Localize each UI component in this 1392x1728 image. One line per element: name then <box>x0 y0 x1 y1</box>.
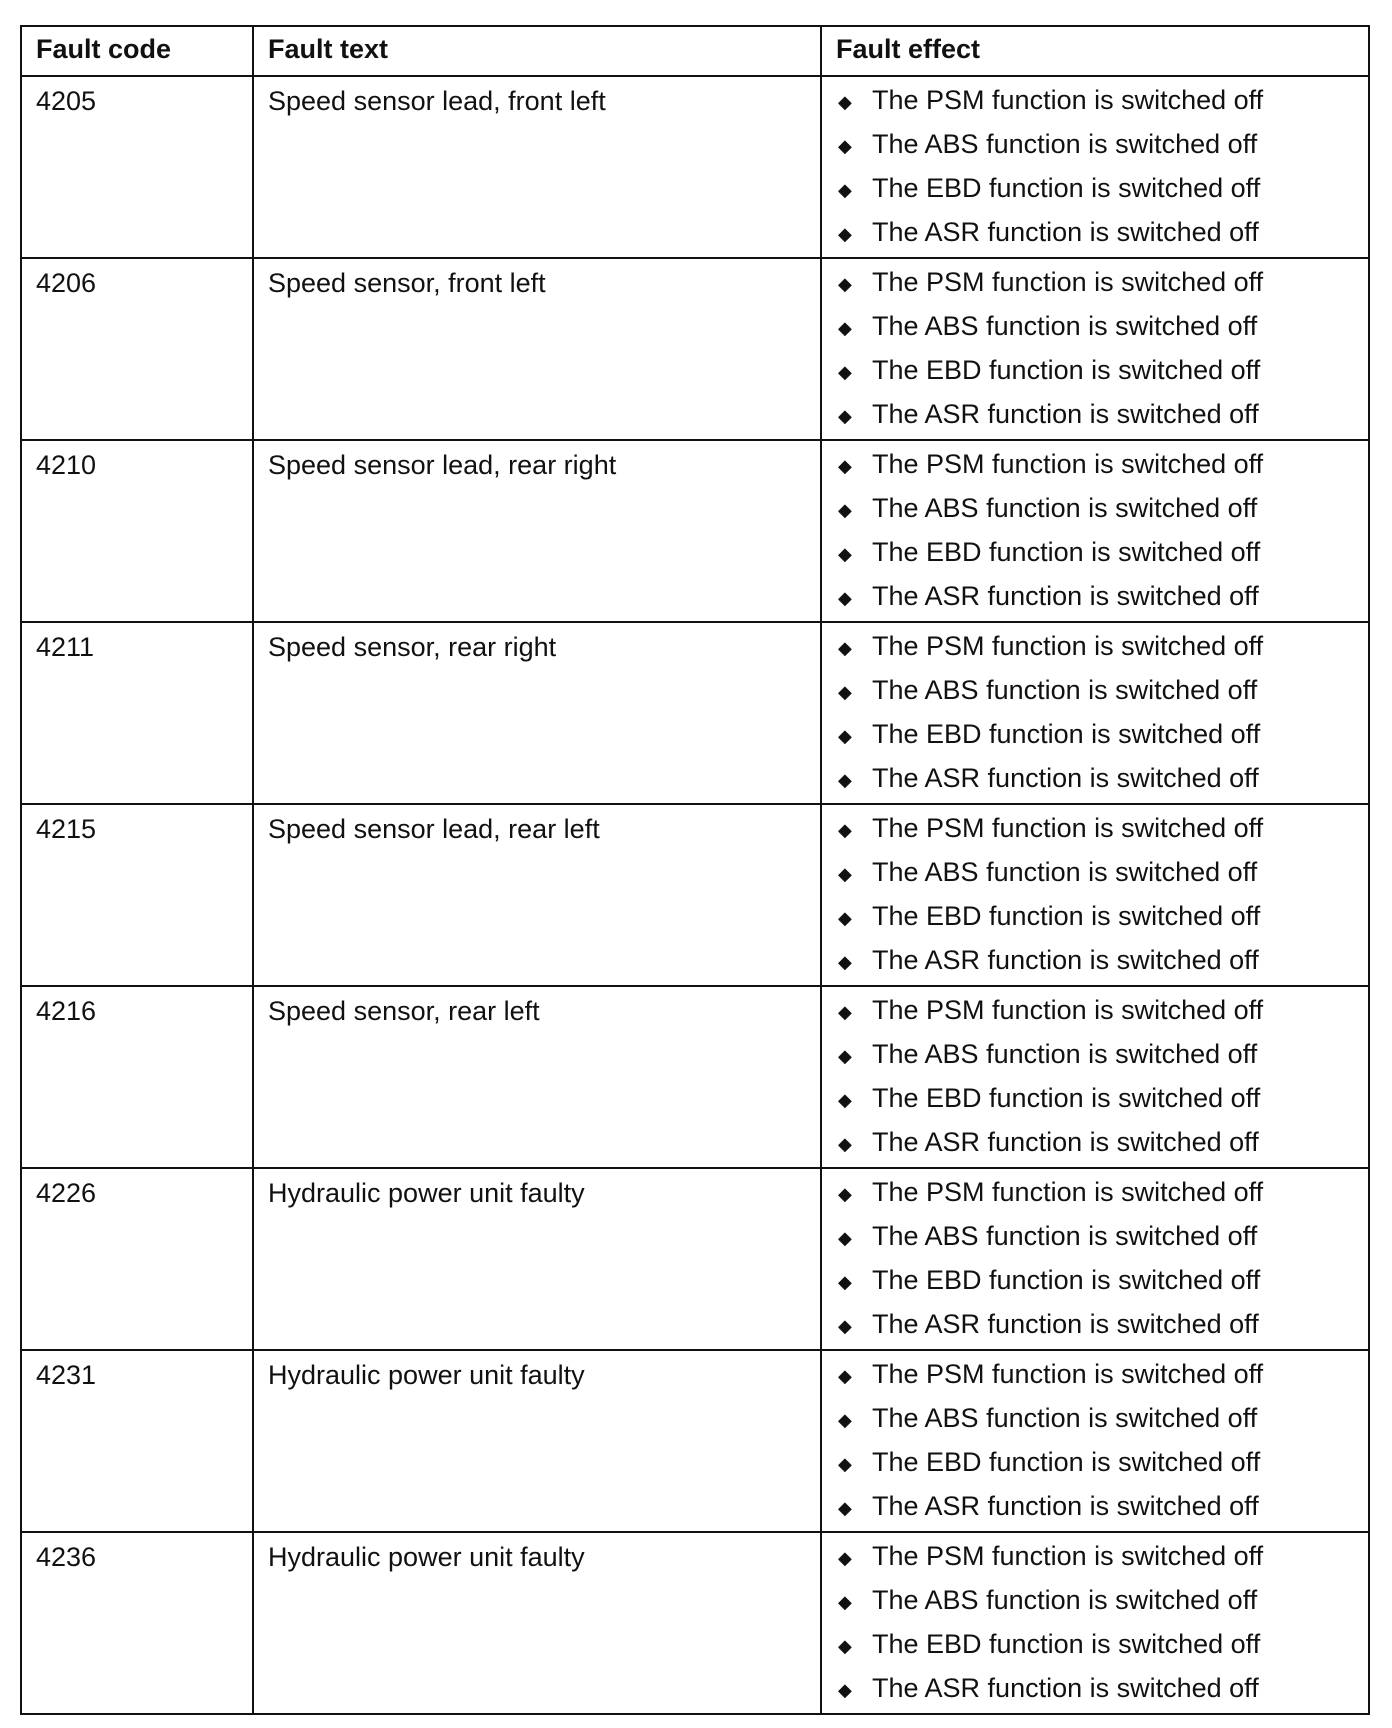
fault-code-cell: 4206 <box>21 258 253 440</box>
fault-effect-item <box>836 1177 1356 1221</box>
fault-effect-item <box>836 449 1356 493</box>
table-row <box>21 1350 1369 1532</box>
fault-effect-list <box>836 813 1356 981</box>
diamond-bullet-icon: ◆ <box>838 500 852 520</box>
diamond-bullet-icon: ◆ <box>838 544 852 564</box>
fault-effect-item <box>836 581 1356 617</box>
fault-effect-item <box>836 945 1356 981</box>
fault-effect-text: The PSM function is switched off <box>872 267 1264 297</box>
fault-effect-list <box>836 85 1356 253</box>
fault-effect-text: The ASR function is switched off <box>872 217 1259 247</box>
fault-effect-item <box>836 1359 1356 1403</box>
fault-effect-text: The PSM function is switched off <box>872 1359 1264 1389</box>
fault-effect-item <box>836 217 1356 253</box>
fault-effect-text: The ABS function is switched off <box>872 675 1258 705</box>
fault-effect-item <box>836 1265 1356 1309</box>
fault-effect-text: The ABS function is switched off <box>872 1039 1258 1069</box>
fault-effect-item <box>836 1309 1356 1345</box>
diamond-bullet-icon: ◆ <box>838 1184 852 1204</box>
diamond-bullet-icon: ◆ <box>838 180 852 200</box>
diamond-bullet-icon: ◆ <box>838 1548 852 1568</box>
header-fault-code: Fault code <box>21 26 253 76</box>
table-row <box>21 804 1369 986</box>
fault-code-cell: 4226 <box>21 1168 253 1350</box>
table-header-row <box>21 26 1369 76</box>
fault-text-cell: Hydraulic power unit faulty <box>253 1168 821 1350</box>
fault-effect-text: The ABS function is switched off <box>872 1585 1258 1615</box>
fault-effect-list <box>836 1359 1356 1527</box>
fault-text-cell: Hydraulic power unit faulty <box>253 1350 821 1532</box>
fault-effect-text: The PSM function is switched off <box>872 1177 1264 1207</box>
fault-text-cell: Speed sensor, rear left <box>253 986 821 1168</box>
diamond-bullet-icon: ◆ <box>838 864 852 884</box>
fault-effect-item <box>836 129 1356 173</box>
fault-effect-item <box>836 267 1356 311</box>
table-row <box>21 76 1369 258</box>
fault-effect-list <box>836 1541 1356 1709</box>
diamond-bullet-icon: ◆ <box>838 682 852 702</box>
fault-effect-text: The EBD function is switched off <box>872 901 1261 931</box>
diamond-bullet-icon: ◆ <box>838 224 852 244</box>
diamond-bullet-icon: ◆ <box>838 1498 852 1518</box>
fault-effect-cell <box>821 622 1369 804</box>
diamond-bullet-icon: ◆ <box>838 1272 852 1292</box>
fault-effect-text: The ABS function is switched off <box>872 311 1258 341</box>
fault-effect-text: The ASR function is switched off <box>872 1127 1259 1157</box>
diamond-bullet-icon: ◆ <box>838 1002 852 1022</box>
fault-effect-text: The PSM function is switched off <box>872 449 1264 479</box>
fault-code-cell: 4236 <box>21 1532 253 1714</box>
fault-effect-item <box>836 675 1356 719</box>
fault-effect-text: The ASR function is switched off <box>872 945 1259 975</box>
diamond-bullet-icon: ◆ <box>838 588 852 608</box>
diamond-bullet-icon: ◆ <box>838 638 852 658</box>
fault-effect-cell <box>821 1350 1369 1532</box>
fault-effect-item <box>836 1629 1356 1673</box>
diamond-bullet-icon: ◆ <box>838 908 852 928</box>
fault-effect-text: The EBD function is switched off <box>872 719 1261 749</box>
fault-effect-text: The ASR function is switched off <box>872 763 1259 793</box>
fault-effect-text: The ASR function is switched off <box>872 1491 1259 1521</box>
fault-code-cell: 4215 <box>21 804 253 986</box>
fault-effect-item <box>836 631 1356 675</box>
fault-effect-text: The ASR function is switched off <box>872 581 1259 611</box>
fault-effect-text: The ABS function is switched off <box>872 1403 1258 1433</box>
diamond-bullet-icon: ◆ <box>838 1046 852 1066</box>
fault-effect-text: The EBD function is switched off <box>872 1083 1261 1113</box>
header-fault-effect: Fault effect <box>821 26 1369 76</box>
fault-effect-item <box>836 901 1356 945</box>
fault-effect-list <box>836 631 1356 799</box>
header-fault-text: Fault text <box>253 26 821 76</box>
fault-effect-text: The EBD function is switched off <box>872 1629 1261 1659</box>
fault-effect-text: The EBD function is switched off <box>872 173 1261 203</box>
fault-text-cell: Speed sensor lead, rear right <box>253 440 821 622</box>
fault-text-cell: Speed sensor, front left <box>253 258 821 440</box>
fault-effect-item <box>836 763 1356 799</box>
fault-effect-item <box>836 1127 1356 1163</box>
table-row <box>21 622 1369 804</box>
fault-text-cell: Speed sensor lead, rear left <box>253 804 821 986</box>
fault-effect-cell <box>821 1532 1369 1714</box>
fault-effect-text: The EBD function is switched off <box>872 1265 1261 1295</box>
table-row <box>21 1168 1369 1350</box>
diamond-bullet-icon: ◆ <box>838 1134 852 1154</box>
fault-text-cell: Speed sensor lead, front left <box>253 76 821 258</box>
fault-effect-text: The ASR function is switched off <box>872 399 1259 429</box>
diamond-bullet-icon: ◆ <box>838 1366 852 1386</box>
diamond-bullet-icon: ◆ <box>838 726 852 746</box>
diamond-bullet-icon: ◆ <box>838 456 852 476</box>
fault-effect-text: The ABS function is switched off <box>872 1221 1258 1251</box>
fault-effect-item <box>836 537 1356 581</box>
fault-effect-text: The PSM function is switched off <box>872 813 1264 843</box>
fault-effect-item <box>836 719 1356 763</box>
fault-code-table <box>20 25 1370 1715</box>
fault-effect-item <box>836 995 1356 1039</box>
fault-effect-text: The PSM function is switched off <box>872 995 1264 1025</box>
diamond-bullet-icon: ◆ <box>838 1592 852 1612</box>
fault-effect-item <box>836 399 1356 435</box>
table-row <box>21 986 1369 1168</box>
fault-effect-cell <box>821 986 1369 1168</box>
table-row <box>21 1532 1369 1714</box>
fault-effect-text: The ASR function is switched off <box>872 1309 1259 1339</box>
fault-code-cell: 4205 <box>21 76 253 258</box>
fault-effect-item <box>836 1039 1356 1083</box>
fault-effect-item <box>836 1491 1356 1527</box>
fault-code-cell: 4231 <box>21 1350 253 1532</box>
diamond-bullet-icon: ◆ <box>838 318 852 338</box>
fault-effect-text: The EBD function is switched off <box>872 355 1261 385</box>
diamond-bullet-icon: ◆ <box>838 136 852 156</box>
fault-effect-item <box>836 813 1356 857</box>
table-row <box>21 440 1369 622</box>
fault-effect-list <box>836 1177 1356 1345</box>
diamond-bullet-icon: ◆ <box>838 1316 852 1336</box>
fault-effect-item <box>836 1403 1356 1447</box>
fault-effect-text: The PSM function is switched off <box>872 631 1264 661</box>
fault-effect-item <box>836 1585 1356 1629</box>
fault-effect-text: The ABS function is switched off <box>872 493 1258 523</box>
fault-effect-cell <box>821 258 1369 440</box>
diamond-bullet-icon: ◆ <box>838 1410 852 1430</box>
diamond-bullet-icon: ◆ <box>838 1090 852 1110</box>
fault-code-cell: 4216 <box>21 986 253 1168</box>
diamond-bullet-icon: ◆ <box>838 362 852 382</box>
diamond-bullet-icon: ◆ <box>838 406 852 426</box>
fault-effect-item <box>836 85 1356 129</box>
fault-effect-item <box>836 173 1356 217</box>
fault-effect-cell <box>821 76 1369 258</box>
fault-effect-item <box>836 857 1356 901</box>
diamond-bullet-icon: ◆ <box>838 952 852 972</box>
fault-effect-list <box>836 449 1356 617</box>
fault-effect-text: The ASR function is switched off <box>872 1673 1259 1703</box>
fault-code-cell: 4211 <box>21 622 253 804</box>
fault-effect-text: The PSM function is switched off <box>872 85 1264 115</box>
fault-effect-list <box>836 995 1356 1163</box>
diamond-bullet-icon: ◆ <box>838 1454 852 1474</box>
document-page <box>20 25 1368 1715</box>
fault-effect-item <box>836 1541 1356 1585</box>
fault-effect-item <box>836 311 1356 355</box>
fault-effect-text: The EBD function is switched off <box>872 537 1261 567</box>
fault-effect-text: The EBD function is switched off <box>872 1447 1261 1477</box>
fault-effect-item <box>836 1083 1356 1127</box>
fault-effect-item <box>836 355 1356 399</box>
fault-effect-text: The PSM function is switched off <box>872 1541 1264 1571</box>
diamond-bullet-icon: ◆ <box>838 92 852 112</box>
fault-effect-text: The ABS function is switched off <box>872 129 1258 159</box>
fault-text-cell: Speed sensor, rear right <box>253 622 821 804</box>
fault-effect-text: The ABS function is switched off <box>872 857 1258 887</box>
diamond-bullet-icon: ◆ <box>838 1636 852 1656</box>
diamond-bullet-icon: ◆ <box>838 820 852 840</box>
fault-effect-item <box>836 1221 1356 1265</box>
fault-effect-cell <box>821 804 1369 986</box>
diamond-bullet-icon: ◆ <box>838 1680 852 1700</box>
table-row <box>21 258 1369 440</box>
fault-effect-item <box>836 1447 1356 1491</box>
fault-text-cell: Hydraulic power unit faulty <box>253 1532 821 1714</box>
diamond-bullet-icon: ◆ <box>838 1228 852 1248</box>
table-body <box>21 76 1369 1714</box>
fault-effect-cell <box>821 440 1369 622</box>
diamond-bullet-icon: ◆ <box>838 770 852 790</box>
fault-code-cell: 4210 <box>21 440 253 622</box>
fault-effect-item <box>836 1673 1356 1709</box>
diamond-bullet-icon: ◆ <box>838 274 852 294</box>
fault-effect-item <box>836 493 1356 537</box>
fault-effect-cell <box>821 1168 1369 1350</box>
fault-effect-list <box>836 267 1356 435</box>
